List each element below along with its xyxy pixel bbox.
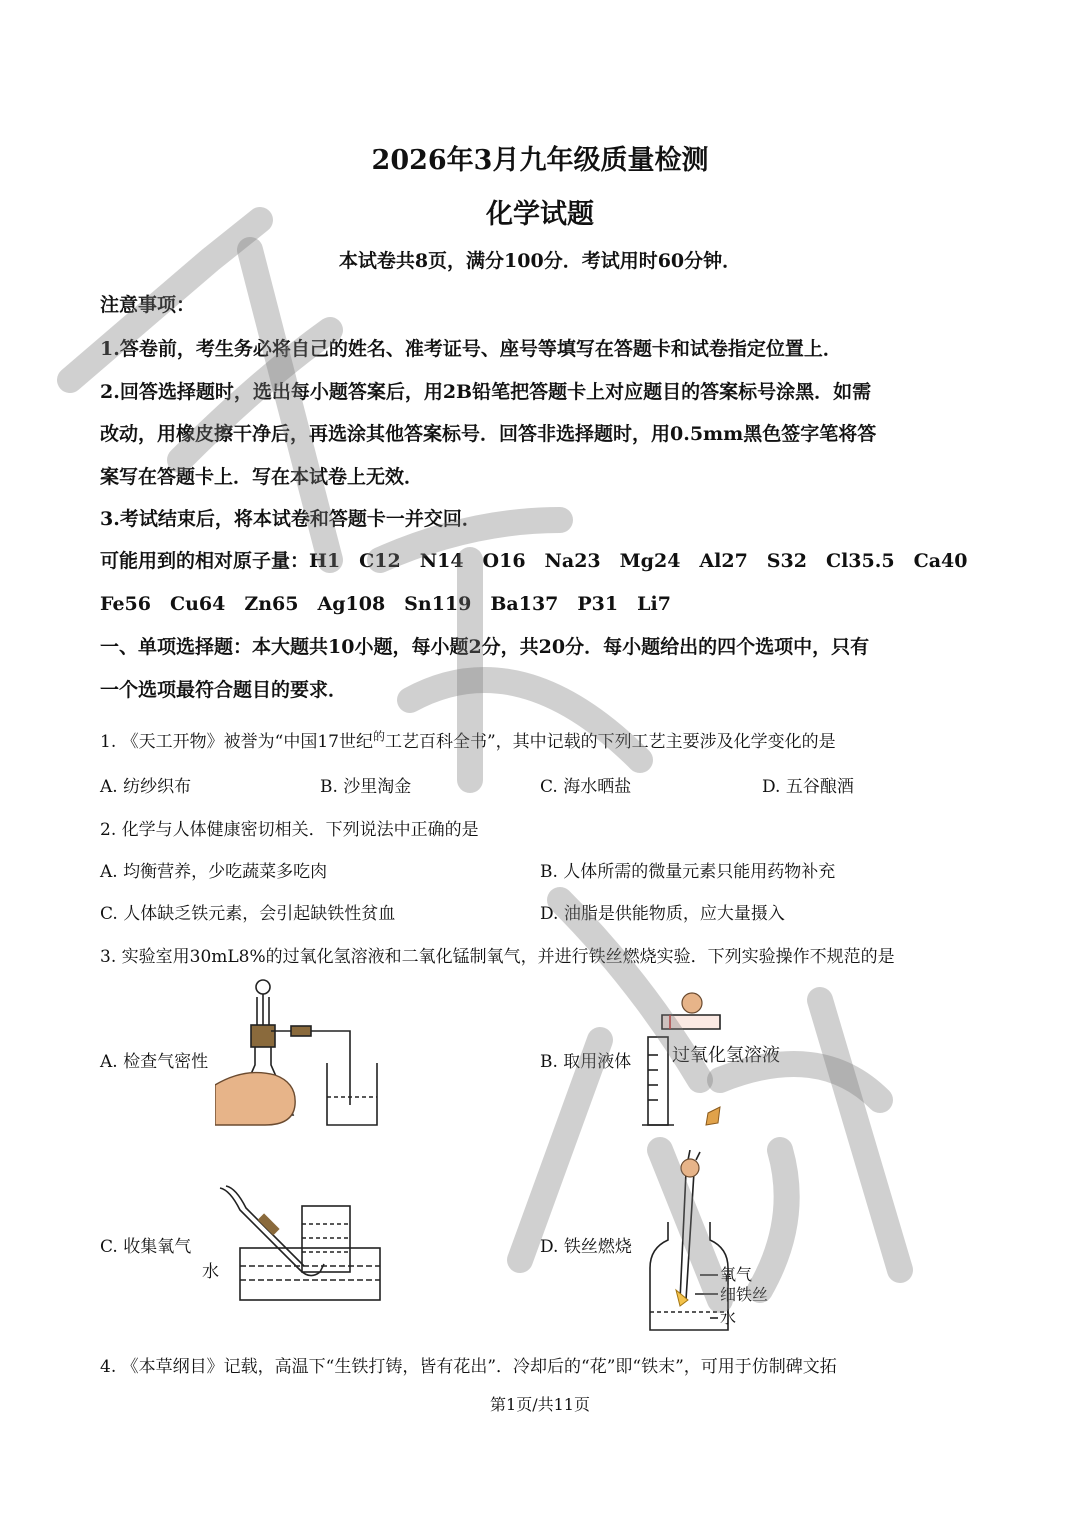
q3-option-d: D. 铁丝燃烧 (540, 1237, 632, 1257)
q1-option-c: C. 海水晒盐 (540, 777, 632, 797)
figure-b-take-liquid (640, 985, 820, 1135)
exam-title: 2026年3月九年级质量检测 (371, 145, 709, 176)
q2-option-a: A. 均衡营养，少吃蔬菜多吃肉 (100, 862, 328, 882)
q3-option-c: C. 收集氧气 (100, 1237, 192, 1257)
exam-subtitle: 化学试题 (486, 199, 594, 230)
section1-line2: 一个选项最符合题目的要求． (100, 679, 348, 701)
atomic-masses-line1: 可能用到的相对原子量：H1 C12 N14 O16 Na23 Mg24 Al27 S32 Cl35.5 Ca40 (100, 550, 968, 572)
page-number: 第1页/共11页 (490, 1395, 590, 1414)
q1-stem-b: 工艺百科全书”，其中记载的下列工艺主要涉及化学变化的是 (384, 732, 836, 752)
q1-stem (100, 727, 836, 752)
figure-c-label: 水 (202, 1262, 219, 1282)
notice-item-2-line2: 改动，用橡皮擦干净后，再选涂其他答案标号．回答非选择题时，用0.5mm黑色签字笔将答 (100, 423, 877, 445)
notice-item-3: 3.考试结束后，将本试卷和答题卡一并交回． (100, 508, 481, 530)
q1-stem-a: 1. 《天工开物》被誉为“中国17世纪 (100, 732, 373, 752)
figure-b-label: 过氧化氢溶液 (672, 1045, 780, 1066)
figure-d-iron-combustion (640, 1150, 800, 1335)
q2-option-b: B. 人体所需的微量元素只能用药物补充 (540, 862, 836, 882)
notice-item-2-line3: 案写在答题卡上．写在本试卷上无效． (100, 466, 424, 488)
q2-stem: 2. 化学与人体健康密切相关．下列说法中正确的是 (100, 820, 479, 840)
section1-line1: 一、单项选择题：本大题共10小题，每小题2分，共20分．每小题给出的四个选项中，只有 (100, 636, 870, 658)
figure-c-collect-oxygen (200, 1180, 390, 1305)
q1-option-a: A. 纺纱织布 (100, 777, 192, 797)
figure-a-airtightness-check (215, 975, 385, 1135)
q2-option-c: C. 人体缺乏铁元素，会引起缺铁性贫血 (100, 904, 396, 924)
figure-d-label-water: 水 (720, 1308, 737, 1327)
q4-stem: 4. 《本草纲目》记载，高温下“生铁打铸，皆有花出”．冷却后的“花”即“铁末”，可用于仿制碑文拓 (100, 1357, 837, 1377)
q1-stem-sup: 的 (372, 729, 385, 744)
notice-heading: 注意事项： (100, 294, 196, 316)
exam-info: 本试卷共8页，满分100分．考试用时60分钟． (338, 250, 742, 272)
q2-option-d: D. 油脂是供能物质，应大量摄入 (540, 904, 785, 924)
q3-option-b: B. 取用液体 (540, 1052, 632, 1072)
notice-item-1: 1.答卷前，考生务必将自己的姓名、准考证号、座号等填写在答题卡和试卷指定位置上． (100, 338, 842, 360)
atomic-masses-line2: Fe56 Cu64 Zn65 Ag108 Sn119 Ba137 P31 Li7 (100, 593, 671, 615)
figure-d-label-oxygen: 氧气 (720, 1265, 753, 1284)
q3-stem: 3. 实验室用30mL8%的过氧化氢溶液和二氧化锰制氧气，并进行铁丝燃烧实验．下列实验操作不规范的是 (100, 947, 895, 967)
q1-option-d: D. 五谷酿酒 (762, 777, 854, 797)
q3-option-a: A. 检查气密性 (100, 1052, 209, 1072)
q1-option-b: B. 沙里淘金 (320, 777, 412, 797)
figure-d-label-iron-wire: 细铁丝 (720, 1285, 769, 1304)
notice-item-2-line1: 2.回答选择题时，选出每小题答案后，用2B铅笔把答题卡上对应题目的答案标号涂黑．如需 (100, 381, 872, 403)
